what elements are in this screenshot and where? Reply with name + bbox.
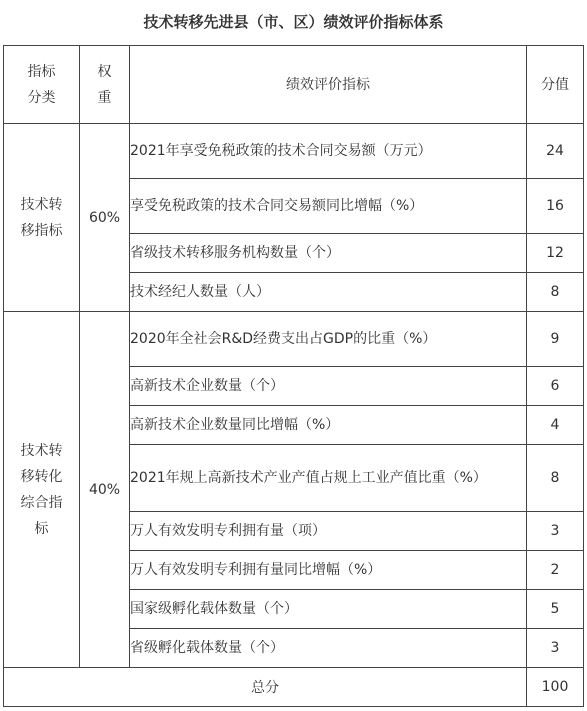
category-line: 技术转 xyxy=(20,442,63,459)
score-cell: 16 xyxy=(527,179,584,234)
indicator-cell: 万人有效发明专利拥有量同比增幅（%） xyxy=(130,551,527,590)
total-score: 100 xyxy=(527,668,584,707)
score-cell: 2 xyxy=(527,551,584,590)
table-row xyxy=(4,312,584,367)
score-cell: 3 xyxy=(527,512,584,551)
indicator-cell: 万人有效发明专利拥有量（项） xyxy=(130,512,527,551)
weight-header-line-1: 权 xyxy=(97,63,112,80)
category-header-line-2: 分类 xyxy=(27,89,56,106)
score-cell: 24 xyxy=(527,124,584,179)
category-header-line-1: 指标 xyxy=(27,63,56,80)
weight-header-line-2: 重 xyxy=(97,89,112,106)
total-row xyxy=(4,668,584,707)
category-line: 移转化 xyxy=(20,468,63,485)
indicator-header: 绩效评价指标 xyxy=(130,46,527,124)
category-cell-tech-transfer xyxy=(4,124,80,312)
indicator-cell: 高新技术企业数量同比增幅（%） xyxy=(130,406,527,445)
score-cell: 8 xyxy=(527,273,584,312)
evaluation-table xyxy=(3,45,584,707)
indicator-cell: 省级技术转移服务机构数量（个） xyxy=(130,234,527,273)
score-cell: 12 xyxy=(527,234,584,273)
score-cell: 8 xyxy=(527,445,584,512)
category-line: 移指标 xyxy=(20,222,63,239)
category-line: 技术转 xyxy=(20,196,63,213)
score-cell: 5 xyxy=(527,590,584,629)
page-title: 技术转移先进县（市、区）绩效评价指标体系 xyxy=(143,13,444,31)
score-cell: 3 xyxy=(527,629,584,668)
category-line: 标 xyxy=(34,520,49,537)
table-row xyxy=(4,124,584,179)
indicator-cell: 高新技术企业数量（个） xyxy=(130,367,527,406)
indicator-cell: 2021年享受免税政策的技术合同交易额（万元） xyxy=(130,124,527,179)
weight-header xyxy=(80,46,130,124)
score-cell: 4 xyxy=(527,406,584,445)
indicator-cell: 国家级孵化载体数量（个） xyxy=(130,590,527,629)
category-cell-comprehensive xyxy=(4,312,80,668)
category-header xyxy=(4,46,80,124)
score-cell: 6 xyxy=(527,367,584,406)
indicator-cell: 2020年全社会R&D经费支出占GDP的比重（%） xyxy=(130,312,527,367)
score-header: 分值 xyxy=(527,46,584,124)
weight-cell: 60% xyxy=(80,124,130,312)
score-cell: 9 xyxy=(527,312,584,367)
header-row xyxy=(4,46,584,124)
indicator-cell: 2021年规上高新技术产业产值占规上工业产值比重（%） xyxy=(130,445,527,512)
indicator-cell: 省级孵化载体数量（个） xyxy=(130,629,527,668)
category-line: 综合指 xyxy=(20,494,63,511)
indicator-cell: 技术经纪人数量（人） xyxy=(130,273,527,312)
total-label: 总分 xyxy=(4,668,527,707)
indicator-cell: 享受免税政策的技术合同交易额同比增幅（%） xyxy=(130,179,527,234)
weight-cell: 40% xyxy=(80,312,130,668)
